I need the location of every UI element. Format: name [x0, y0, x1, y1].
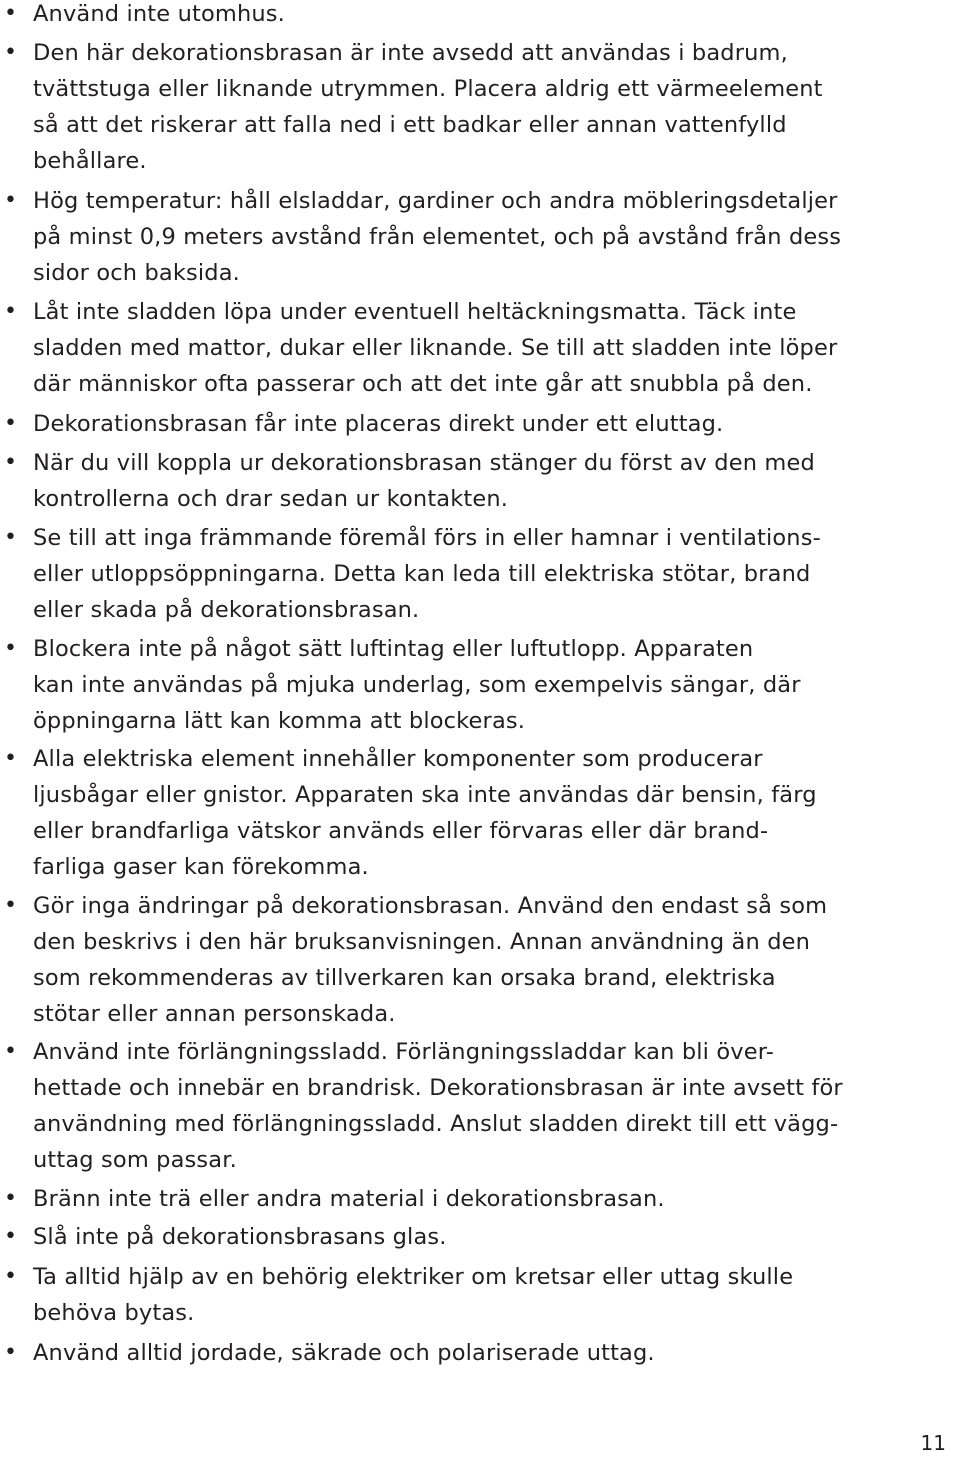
list-item-text: Gör inga ändringar på dekorationsbrasan. Använd den endast så som den beskrivs i den här bruksanvisningen. Annan användning än den som rekommenderas av tillverkaren kan orsaka brand, elektriska stötar eller annan personskada. [33, 893, 828, 1027]
bullet-icon: • [4, 40, 17, 65]
list-item-text: Hög temperatur: håll elsladdar, gardiner och andra möbleringsdetaljer på minst 0,9 meters avstånd från elementet, och på avstånd från dess sidor och baksida. [33, 188, 842, 286]
list-item-text: Slå inte på dekorationsbrasans glas. [33, 1224, 447, 1250]
bullet-icon: • [4, 450, 17, 475]
bullet-icon: • [4, 1039, 17, 1064]
bullet-icon: • [4, 1, 17, 26]
list-item-text: Ta alltid hjälp av en behörig elektriker om kretsar eller uttag skulle behöva bytas. [33, 1264, 794, 1326]
list-item-text: Låt inte sladden löpa under eventuell heltäckningsmatta. Täck inte sladden med mattor, dukar eller liknande. Se till att sladden inte löper där människor ofta passerar och att det inte går att snubbla på den. [33, 299, 838, 397]
bullet-icon: • [4, 299, 17, 324]
list-item-text: Använd inte utomhus. [33, 1, 285, 27]
bullet-icon: • [4, 411, 17, 436]
bullet-icon: • [4, 525, 17, 550]
bullet-icon: • [4, 1264, 17, 1289]
bullet-icon: • [4, 893, 17, 918]
list-item-text: Se till att inga främmande föremål förs in eller hamnar i ventilations- eller utloppsöppningarna. Detta kan leda till elektriska stötar, brand eller skada på dekorationsbrasan. [33, 525, 821, 623]
list-item-text: När du vill koppla ur dekorationsbrasan stänger du först av den med kontrollerna och drar sedan ur kontakten. [33, 450, 815, 512]
list-item-text: Blockera inte på något sätt luftintag eller luftutlopp. Apparaten kan inte användas på mjuka underlag, som exempelvis sängar, där öppningarna lätt kan komma att blockeras. [33, 636, 801, 734]
bullet-icon: • [4, 1224, 17, 1249]
bullet-icon: • [4, 746, 17, 771]
bullet-icon: • [4, 188, 17, 213]
list-item-text: Dekorationsbrasan får inte placeras direkt under ett eluttag. [33, 411, 724, 437]
list-item-text: Alla elektriska element innehåller komponenter som producerar ljusbågar eller gnistor. Apparaten ska inte användas där bensin, färg eller brandfarliga vätskor används eller förvaras eller där brand- farliga gaser kan förekomma. [33, 746, 817, 880]
bullet-icon: • [4, 1340, 17, 1365]
list-item-text: Den här dekorationsbrasan är inte avsedd att användas i badrum, tvättstuga eller liknande utrymmen. Placera aldrig ett värmeelement så att det riskerar att falla ned i ett badkar eller annan vattenfylld behållare. [33, 40, 823, 174]
list-item-text: Använd inte förlängningssladd. Förlängningssladdar kan bli över- hettade och innebär en brandrisk. Dekorationsbrasan är inte avsett för användning med förlängningssladd. Anslut sladden direkt till ett vägg- uttag som passar. [33, 1039, 843, 1173]
bullet-icon: • [4, 1186, 17, 1211]
bullet-icon: • [4, 636, 17, 661]
list-item-text: Använd alltid jordade, säkrade och polariserade uttag. [33, 1340, 655, 1366]
page-number: 11 [920, 1431, 946, 1455]
list-item-text: Bränn inte trä eller andra material i dekorationsbrasan. [33, 1186, 665, 1212]
